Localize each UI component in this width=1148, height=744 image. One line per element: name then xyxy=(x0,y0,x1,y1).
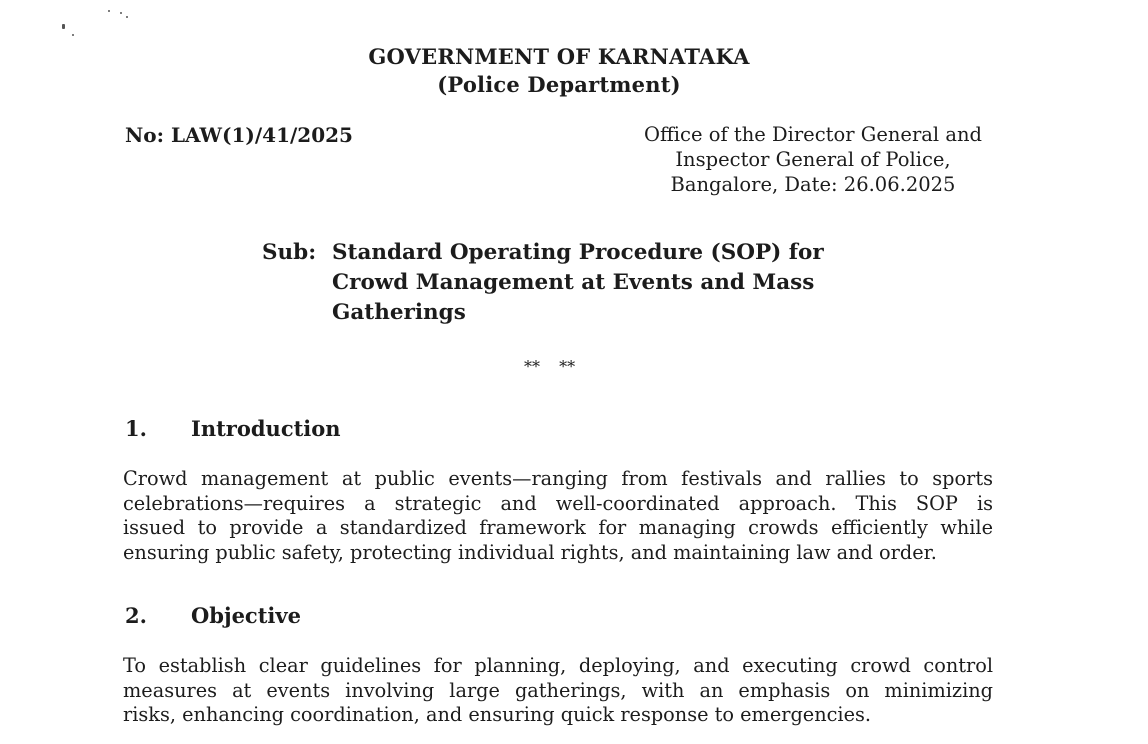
paragraph-line: Crowd management at public events—ranging from festivals and rallies to sports xyxy=(123,467,993,490)
paragraph-line: measures at events involving large gatherings, with an emphasis on minimizing xyxy=(123,678,993,702)
objective-paragraph xyxy=(123,654,993,728)
office-line-1: Office of the Director General and xyxy=(643,123,983,146)
paragraph-line: issued to provide a standardized framework for managing crowds efficiently while xyxy=(123,516,993,539)
introduction-paragraph xyxy=(123,467,993,565)
section-heading-objective xyxy=(125,603,301,628)
paragraph-line: ensuring public safety, protecting individual rights, and maintaining law and order. xyxy=(123,540,937,564)
subject-line: Gatherings xyxy=(332,300,466,325)
section-title: Objective xyxy=(191,603,301,628)
section-number: 1. xyxy=(125,416,147,441)
paragraph-line: celebrations—requires a strategic and well-coordinated approach. This SOP is xyxy=(123,491,993,515)
section-number: 2. xyxy=(125,603,147,628)
subject-text xyxy=(332,238,872,328)
paragraph-line: risks, enhancing coordination, and ensuring quick response to emergencies. xyxy=(123,703,872,726)
office-address xyxy=(638,122,988,197)
header-department: (Police Department) xyxy=(437,72,681,97)
section-heading-introduction xyxy=(125,416,341,441)
separator-stars: ** ** xyxy=(524,357,576,376)
office-line-2: Inspector General of Police, xyxy=(675,148,951,171)
subject-line: Crowd Management at Events and Mass xyxy=(332,270,815,295)
subject-line: Standard Operating Procedure (SOP) for xyxy=(332,240,824,265)
office-date-line: Bangalore, Date: 26.06.2025 xyxy=(670,173,956,196)
section-title: Introduction xyxy=(191,416,341,441)
subject-label: Sub: xyxy=(262,240,317,265)
reference-number: No: LAW(1)/41/2025 xyxy=(125,123,353,147)
header-government: GOVERNMENT OF KARNATAKA xyxy=(368,44,750,69)
document-header xyxy=(0,43,1118,99)
scan-specks xyxy=(58,8,138,48)
paragraph-line: To establish clear guidelines for planning, deploying, and executing crowd control xyxy=(123,654,993,677)
